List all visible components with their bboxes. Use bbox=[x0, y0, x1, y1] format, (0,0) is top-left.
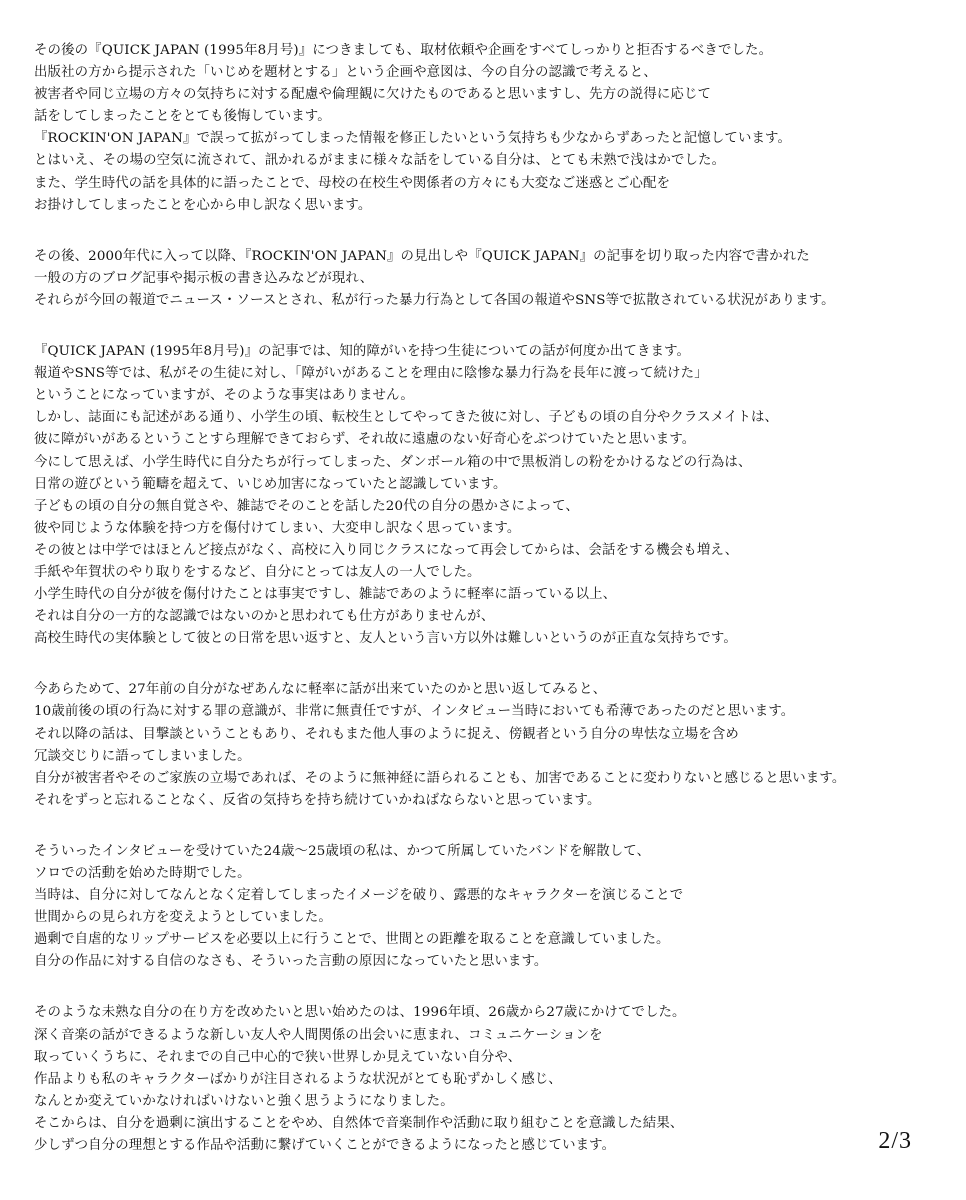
text-line: 取っていくうちに、それまでの自己中心的で狭い世界しか見えていない自分や、 bbox=[34, 1049, 522, 1065]
text-line: 過剰で自虐的なリップサービスを必要以上に行うことで、世間との距離を取ることを意識していました。 bbox=[34, 932, 670, 948]
text-line: 小学生時代の自分が彼を傷付けたことは事実ですし、雑誌であのように軽率に語っている以上、 bbox=[34, 587, 617, 603]
text-line: 作品よりも私のキャラクターばかりが注目されるような状況がとても恥ずかしく感じ、 bbox=[34, 1071, 562, 1087]
text-line: 今あらためて、27年前の自分がなぜあんなに軽率に話が出来ていたのかと思い返してみると、 bbox=[34, 682, 607, 698]
text-line: 少しずつ自分の理想とする作品や活動に繋げていくことができるようになったと感じています。 bbox=[34, 1138, 616, 1154]
text-line: 子どもの頃の自分の無自覚さや、雑誌でそのことを話した20代の自分の愚かさによって、 bbox=[34, 498, 579, 514]
text-line: そこからは、自分を過剰に演出することをやめ、自然体で音楽制作や活動に取り組むことを意識した結果、 bbox=[34, 1115, 684, 1131]
text-line: それらが今回の報道でニュース・ソースとされ、私が行った暴力行為として各国の報道やSNS等で拡散されている状況があります。 bbox=[34, 292, 835, 308]
text-line: 『ROCKIN'ON JAPAN』で誤って拡がってしまった情報を修正したいという気持ちも少なからずあったと記憶しています。 bbox=[34, 131, 792, 147]
text-line: しかし、誌面にも記述がある通り、小学生の頃、転校生としてやってきた彼に対し、子どもの頃の自分やクラスメイトは、 bbox=[34, 410, 779, 426]
document-body bbox=[34, 40, 954, 1186]
text-line: 今にして思えば、小学生時代に自分たちが行ってしまった、ダンボール箱の中で黒板消しの粉をかけるなどの行為は、 bbox=[34, 454, 752, 470]
text-line: 話をしてしまったことをとても後悔しています。 bbox=[34, 109, 331, 125]
text-line: 出版社の方から提示された「いじめを題材とする」という企画や意図は、今の自分の認識で考えると、 bbox=[34, 65, 657, 81]
text-line: 彼や同じような体験を持つ方を傷付けてしまい、大変申し訳なく思っています。 bbox=[34, 520, 521, 536]
text-line: 当時は、自分に対してなんとなく定着してしまったイメージを破り、露悪的なキャラクターを演じることで bbox=[34, 888, 684, 904]
text-line: 10歳前後の頃の行為に対する罪の意識が、非常に無責任ですが、インタビュー当時においても希薄であったのだと思います。 bbox=[34, 704, 795, 720]
text-line: 自分の作品に対する自信のなさも、そういった言動の原因になっていたと思います。 bbox=[34, 954, 548, 970]
text-line: ということになっていますが、そのような事実はありません。 bbox=[34, 388, 414, 404]
text-line: 深く音楽の話ができるような新しい友人や人間関係の出会いに恵まれ、コミュニケーションを bbox=[34, 1027, 603, 1043]
text-line: ソロでの活動を始めた時期でした。 bbox=[34, 866, 251, 881]
text-line: お掛けしてしまったことを心から申し訳なく思います。 bbox=[34, 197, 372, 213]
text-line: 『QUICK JAPAN (1995年8月号)』の記事では、知的障がいを持つ生徒についての話が何度か出てきます。 bbox=[34, 344, 691, 360]
text-line: 報道やSNS等では、私がその生徒に対し、「障がいがあることを理由に陰惨な暴力行為を長年に渡って続けた」 bbox=[34, 366, 708, 382]
text-line: 彼に障がいがあるということすら理解できておらず、それ故に遠慮のない好奇心をぶつけていたと思います。 bbox=[34, 432, 696, 448]
text-line: また、学生時代の話を具体的に語ったことで、母校の在校生や関係者の方々にも大変なご迷惑とご心配を bbox=[34, 175, 671, 191]
text-line: 日常の遊びという範疇を超えて、いじめ加害になっていたと認識しています。 bbox=[34, 476, 507, 492]
text-line: そういったインタビューを受けていた24歳〜25歳頃の私は、かつて所属していたバンドを解散して、 bbox=[34, 843, 651, 859]
text-line: とはいえ、その場の空気に流されて、訊かれるがままに様々な話をしている自分は、とても未熟で浅はかでした。 bbox=[34, 153, 726, 169]
text-line: そのような未熟な自分の在り方を改めたいと思い始めたのは、1996年頃、26歳から27歳にかけてでした。 bbox=[34, 1005, 686, 1021]
text-line: 世間からの見られ方を変えようとしていました。 bbox=[34, 910, 332, 926]
paragraph bbox=[34, 341, 954, 650]
text-line: それは自分の一方的な認識ではないのかと思われても仕方がありませんが、 bbox=[34, 609, 495, 625]
text-line: 一般の方のブログ記事や掲示板の書き込みなどが現れ、 bbox=[34, 270, 374, 286]
text-line: 自分が被害者やそのご家族の立場であれば、そのように無神経に語られることも、加害であることに変わりないと感じると思います。 bbox=[34, 770, 846, 786]
paragraph bbox=[34, 841, 954, 974]
text-line: その彼とは中学ではほとんど接点がなく、高校に入り同じクラスになって再会してからは、会話をする機会も増え、 bbox=[34, 542, 739, 558]
page-number: 2/3 bbox=[878, 1128, 912, 1154]
text-line: それ以降の話は、目撃談ということもあり、それもまた他人事のように捉え、傍観者という自分の卑怯な立場を含め bbox=[34, 726, 739, 742]
paragraph bbox=[34, 1002, 954, 1157]
text-line: 高校生時代の実体験として彼との日常を思い返すと、友人という言い方以外は難しいというのが正直な気持ちです。 bbox=[34, 631, 737, 647]
text-line: その後、2000年代に入って以降、『ROCKIN'ON JAPAN』の見出しや『QUICK JAPAN』の記事を切り取った内容で書かれた bbox=[34, 248, 810, 264]
text-line: その後の『QUICK JAPAN (1995年8月号)』につきましても、取材依頼や企画をすべてしっかりと拒否するべきでした。 bbox=[34, 43, 773, 58]
text-line: 冗談交じりに語ってしまいました。 bbox=[34, 748, 251, 764]
text-line: 手紙や年賀状のやり取りをするなど、自分にとっては友人の一人でした。 bbox=[34, 564, 481, 580]
text-line: 被害者や同じ立場の方々の気持ちに対する配慮や倫理観に欠けたものであると思いますし、先方の説得に応じて bbox=[34, 87, 712, 103]
paragraph bbox=[34, 246, 954, 312]
text-line: それをずっと忘れることなく、反省の気持ちを持ち続けていかねばならないと思っています。 bbox=[34, 792, 601, 808]
paragraph bbox=[34, 40, 954, 217]
text-line: なんとか変えていかなければいけないと強く思うようになりました。 bbox=[34, 1093, 454, 1109]
paragraph bbox=[34, 679, 954, 812]
